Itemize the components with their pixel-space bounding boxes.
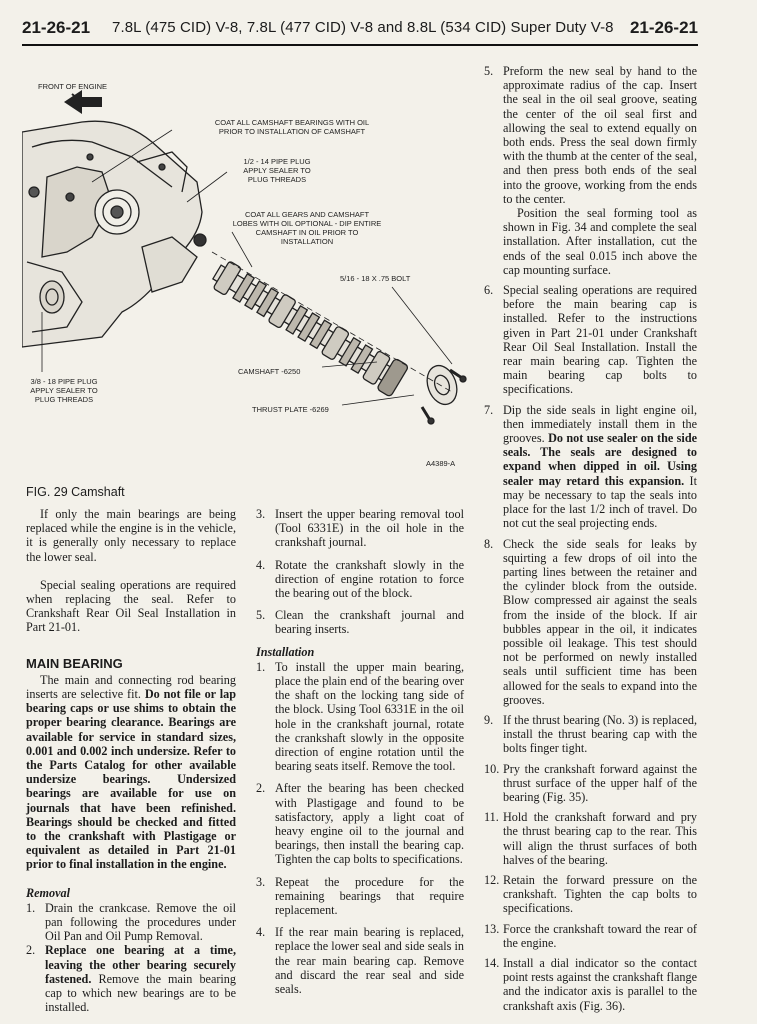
- step-number: 7.: [484, 402, 494, 417]
- step-text: Check the side seals for leaks by squirting a few drops of oil into the parting lines between the retainer and the cylinder block from the outside. Blow compressed air against the seals from the inside of the block. If air bubbles appear in the oil, it indicates possible oil leakage. This test should not be performed on newly installed seals until sufficient time has been allowed for the seals to expand into the grooves.: [503, 536, 697, 707]
- page-number-left: 21-26-21: [22, 18, 91, 37]
- page-header: [22, 10, 698, 42]
- step-number: 6.: [484, 283, 494, 298]
- install-step-10: [484, 762, 697, 805]
- step-number: 4.: [256, 925, 266, 940]
- page-title: 7.8L (475 CID) V-8, 7.8L (477 CID) V-8 and 8.8L (534 CID) Super Duty V-8: [112, 19, 614, 36]
- step-text: Retain the forward pressure on the crankshaft. Tighten the cap bolts to specifications.: [503, 872, 697, 916]
- step-number: 2.: [256, 781, 266, 796]
- step-number: 5.: [484, 64, 494, 78]
- step-text: Clean the crankshaft journal and bearing inserts.: [275, 608, 464, 637]
- step-text: If the rear main bearing is replaced, replace the lower seal and side seals in the rear main bearing cap. Remove and discard the rear seal and side seals.: [275, 925, 464, 997]
- step-number: 12.: [484, 872, 500, 887]
- install-step-2: [256, 781, 464, 866]
- main-bearing-text: The main and connecting rod bearing inserts are selective fit.: [26, 672, 236, 702]
- figure-caption: FIG. 29 Camshaft: [26, 485, 125, 499]
- step-text: Repeat the procedure for the remaining bearings that require replacement.: [275, 874, 464, 918]
- step-text: Force the crankshaft toward the rear of the engine.: [503, 921, 697, 950]
- page-number-right: 21-26-21: [629, 18, 698, 37]
- label-camshaft: CAMSHAFT -6250: [238, 367, 301, 376]
- install-step-3: [256, 875, 464, 918]
- step-number: 4.: [256, 557, 266, 572]
- install-step-7: [484, 403, 697, 531]
- column-1: [26, 507, 236, 1015]
- step-number: 3.: [256, 507, 266, 521]
- step-number: 2.: [26, 943, 36, 958]
- column-3: [484, 64, 697, 1013]
- main-bearing-warning: Do not file or lap bearing caps or use shims to obtain the proper bearing clearance. Bearings are available for service in standard sizes, 0.001 and 0.002 inch undersize. Refer to the Parts Catalog for other available undersize bearings. Undersized bearings are available for use on journals that have been refinished. Bearings should be checked and fitted to the crankshaft with Plastigage or equivalent as detailed in Part 21-01 prior to final installation in the engine.: [26, 687, 237, 872]
- camshaft-figure: [22, 62, 472, 470]
- install-step-4: [256, 925, 464, 996]
- header-rule: [22, 44, 698, 46]
- removal-step-1: [26, 901, 236, 944]
- step-number: 13.: [484, 921, 500, 936]
- install-step-14: [484, 956, 697, 1013]
- label-figure-id: A4389-A: [426, 459, 456, 468]
- heading-main-bearing: MAIN BEARING: [26, 655, 123, 671]
- step-text: If the thrust bearing (No. 3) is replaced, install the thrust bearing cap with the bolts finger tight.: [503, 712, 697, 756]
- step-text: Pry the crankshaft forward against the thrust surface of the upper half of the bearing (Fig. 35).: [503, 761, 697, 804]
- subheading-installation: Installation: [256, 644, 315, 659]
- step-number: 8.: [484, 536, 494, 551]
- step-text: Drain the crankcase. Remove the oil pan following the procedures under Oil Pan and Oil Pump Removal.: [45, 900, 236, 944]
- paragraph-lower-seal: If only the main bearings are being replaced while the engine is in the vehicle, it is generally only necessary to replace the lower seal.: [26, 507, 236, 564]
- step-warning: Replace one bearing at a time, leaving the other bearing securely fastened.: [45, 943, 236, 986]
- step-text: To install the upper main bearing, place the plain end of the bearing over the shaft on the locking tang side of the block. Using Tool 6331E in the oil hole in the crankshaft journal, rotate the crankshaft slowly in the opposite direction of engine rotation until the bearing seats itself. Remove the tool.: [275, 659, 464, 774]
- label-pipe-plug-left: 3/8 - 18 PIPE PLUG APPLY SEALER TO PLUG THREADS: [30, 377, 98, 404]
- subheading-removal: Removal: [26, 885, 71, 900]
- paragraph-main-bearing: [26, 673, 236, 872]
- step-text-end: It may be necessary to tap the seals into place for the last 1/2 inch of travel. Do not cut the seal projecting ends.: [503, 473, 697, 531]
- label-coat-gears: COAT ALL GEARS AND CAMSHAFT LOBES WITH OIL OPTIONAL - DIP ENTIRE CAMSHAFT IN OIL PRIOR TO INSTALLATION: [232, 210, 382, 246]
- step-number: 11.: [484, 810, 499, 825]
- step-number: 3.: [256, 874, 266, 889]
- removal-step-2: [26, 943, 236, 1014]
- install-step-12: [484, 873, 697, 916]
- removal-step-5: [256, 608, 464, 636]
- step-text: Hold the crankshaft forward and pry the thrust bearing cap to the rear. This will align the thrust surfaces of both halves of the bearing.: [503, 810, 697, 867]
- install-step-1: [256, 660, 464, 774]
- label-thrust-plate: THRUST PLATE -6269: [252, 405, 329, 414]
- label-coat-bearings: COAT ALL CAMSHAFT BEARINGS WITH OIL PRIOR TO INSTALLATION OF CAMSHAFT: [214, 118, 370, 136]
- step-text: Remove the main bearing cap to which new bearings are to be installed.: [45, 971, 236, 1015]
- label-front-of-engine: FRONT OF ENGINE: [38, 82, 108, 91]
- column-2: [256, 507, 464, 996]
- step-text: Preform the new seal by hand to the approximate radius of the cap. Insert the seal in the oil seal groove, seating the center of the oil seal first and allowing the seal to extend equally on both ends. Press the seal down firmly with the thumb at the center of the seal, and then press both ends of the seal into the groove, working from the ends to the center.: [503, 64, 697, 206]
- step-text: Install a dial indicator so the contact point rests against the crankshaft flange and the indicator axis is parallel to the crankshaft axis (Fig. 36).: [503, 955, 697, 1013]
- step-number: 5.: [256, 608, 266, 623]
- label-pipe-plug-top: 1/2 - 14 PIPE PLUG APPLY SEALER TO PLUG THREADS: [243, 157, 311, 184]
- install-step-11: [484, 810, 697, 867]
- step-text-continued: Position the seal forming tool as shown in Fig. 34 and complete the seal installation. After installation, cut the ends of the seal 0.015 inch above the cap mounting surface.: [503, 206, 697, 277]
- install-step-5: [484, 64, 697, 277]
- step-text: Dip the side seals in light engine oil, then immediately install them in the grooves.: [503, 402, 697, 446]
- step-warning: Do not use sealer on the side seals. The seals are designed to expand when dipped in oil. Using sealer may retard this expansion.: [503, 431, 698, 488]
- label-bolt: 5/16 - 18 X .75 BOLT: [340, 274, 411, 283]
- step-text: After the bearing has been checked with Plastigage and found to be satisfactory, apply a light coat of heavy engine oil to the journal and bearings, then install the bearing cap. Tighten the cap bolts to specifications.: [275, 781, 464, 867]
- install-step-13: [484, 922, 697, 950]
- removal-step-4: [256, 558, 464, 601]
- step-number: 1.: [256, 659, 266, 674]
- step-number: 10.: [484, 761, 500, 776]
- install-step-9: [484, 713, 697, 756]
- step-text: Special sealing operations are required before the main bearing cap is installed. Refer to the instructions given in Part 21-01 under Crankshaft Rear Oil Seal Installation. Install the rear main bearing cap. Tighten the main bearing cap bolts to specifications.: [503, 283, 697, 397]
- install-step-6: [484, 283, 697, 397]
- step-text: Rotate the crankshaft slowly in the direction of engine rotation to force the bearing out of the block.: [275, 557, 464, 601]
- step-number: 14.: [484, 955, 500, 970]
- step-number: 1.: [26, 900, 36, 915]
- paragraph-sealing: Special sealing operations are required when replacing the seal. Refer to Crankshaft Rear Oil Seal Installation in Part 21-01.: [26, 577, 236, 635]
- removal-step-3: [256, 507, 464, 550]
- step-number: 9.: [484, 712, 494, 727]
- install-step-8: [484, 537, 697, 707]
- step-text: Insert the upper bearing removal tool (Tool 6331E) in the oil hole in the crankshaft journal.: [275, 507, 464, 550]
